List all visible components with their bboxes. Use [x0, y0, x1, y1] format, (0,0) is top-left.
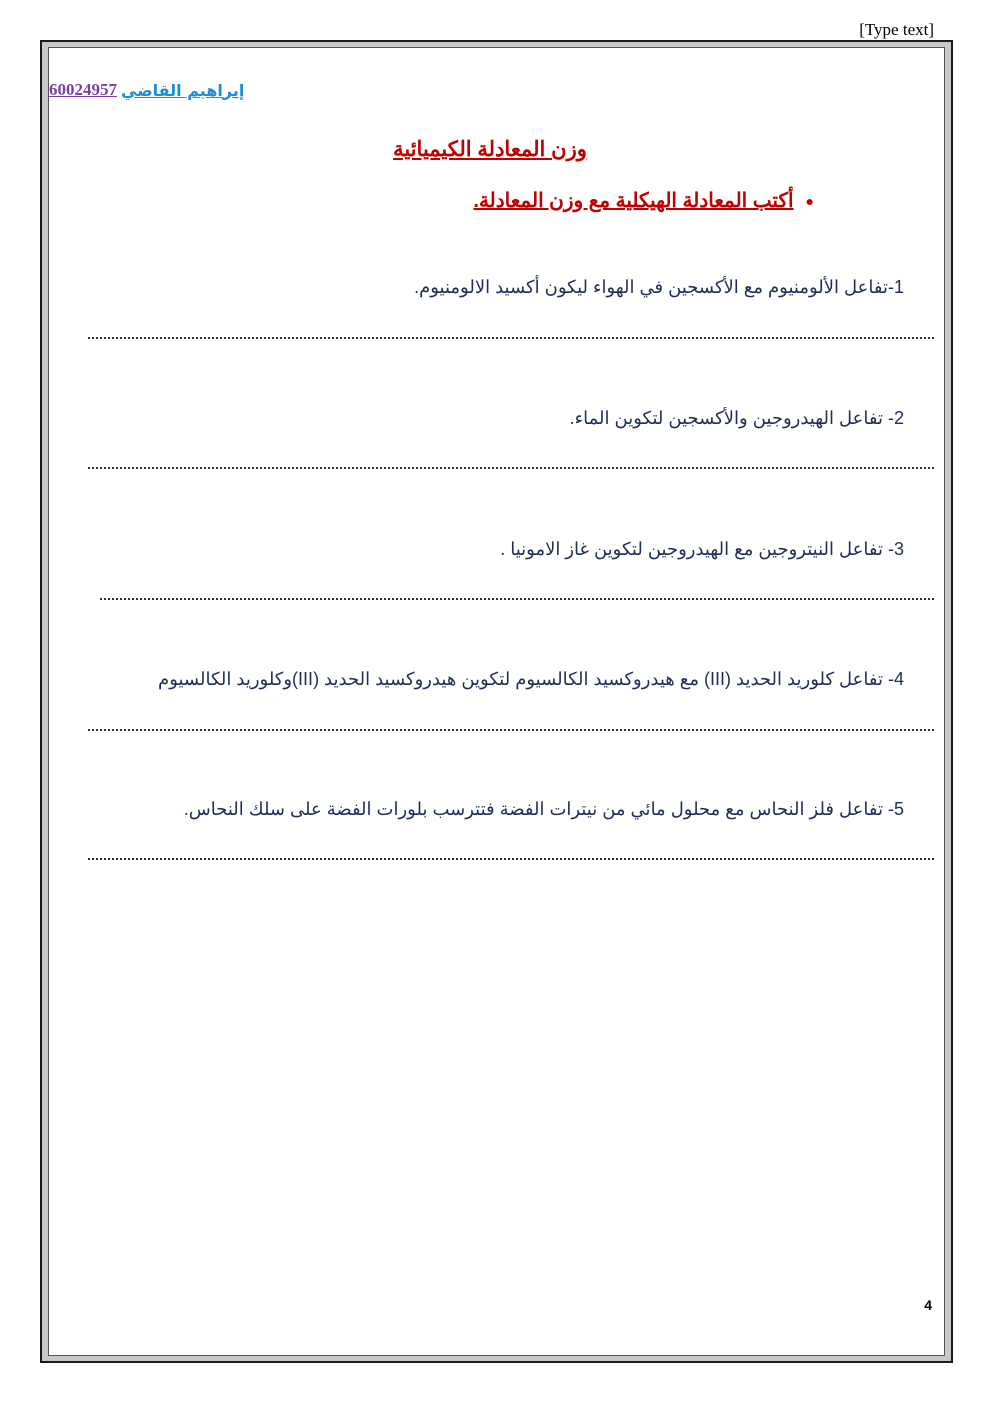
question-3: 3- تفاعل النيتروجين مع الهيدروجين لتكوين غاز الامونيا . [500, 539, 904, 559]
question-1: 1-تفاعل الألومنيوم مع الأكسجين في الهواء ليكون أكسيد الالومنيوم. [414, 277, 904, 297]
logo [49, 80, 244, 100]
answer-line-4[interactable] [88, 729, 934, 731]
page-border-inner [48, 47, 945, 1356]
page-number: 4 [924, 1297, 932, 1313]
answer-line-5[interactable] [88, 858, 934, 860]
answer-line-3[interactable] [100, 598, 934, 600]
bullet-icon: ● [805, 192, 814, 209]
instruction-text: أكتب المعادلة الهيكلية مع وزن المعادلة. [473, 190, 794, 212]
question-4: 4- تفاعل كلوريد الحديد (III) مع هيدروكسيد الكالسيوم لتكوين هيدروكسيد الحديد (III)وكلوريد الكالسيوم [158, 669, 904, 689]
logo-name: إبراهيم القاضي [121, 80, 245, 100]
answer-line-2[interactable] [88, 467, 934, 469]
question-2: 2- تفاعل الهيدروجين والأكسجين لتكوين الماء. [569, 408, 904, 428]
question-5: 5- تفاعل فلز النحاس مع محلول مائي من نيترات الفضة فتترسب بلورات الفضة على سلك النحاس. [183, 799, 904, 819]
answer-line-1[interactable] [88, 337, 934, 339]
instruction [473, 188, 814, 213]
page-title: وزن المعادلة الكيميائية [393, 138, 587, 161]
header-text: [Type text] [859, 20, 934, 39]
logo-phone: 60024957 [49, 80, 117, 99]
